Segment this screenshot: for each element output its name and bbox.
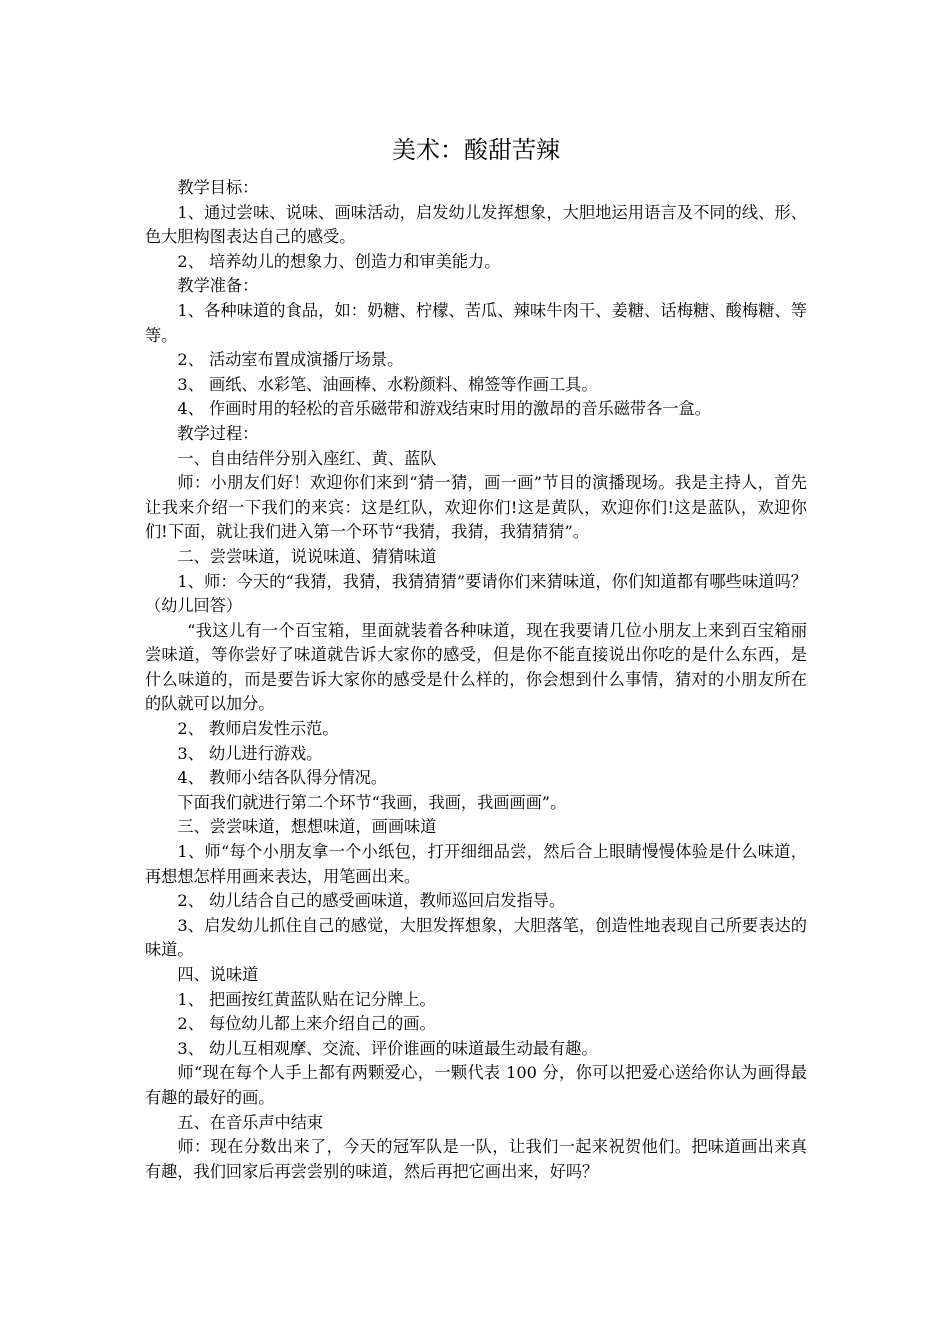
paragraph: 师“现在每个人手上都有两颗爱心，一颗代表 100 分，你可以把爱心送给你认为画得最有趣的最好的画。 xyxy=(145,1063,807,1107)
paragraph: 下面我们就进行第二个环节“我画，我画，我画画画”。 xyxy=(177,792,567,812)
paragraph: 2、 教师启发性示范。 xyxy=(177,719,339,739)
paragraph: 1、师：今天的“我猜，我猜，我猜猜猜”要请你们来猜味道，你们知道都有哪些味道吗？（幼儿回答） xyxy=(145,571,807,616)
paragraph: 2、 活动室布置成演播厅场景。 xyxy=(177,350,404,370)
paragraph: 3、启发幼儿抓住自己的感觉，大胆发挥想象，大胆落笔，创造性地表现自己所要表达的味道。 xyxy=(145,915,807,960)
document-page xyxy=(145,130,807,1184)
paragraph: 3、 幼儿进行游戏。 xyxy=(177,743,323,763)
paragraph: 三、尝尝味道，想想味道，画画味道 xyxy=(177,817,437,837)
paragraph: 教学目标： xyxy=(177,178,259,197)
paragraph: 四、说味道 xyxy=(177,965,259,984)
paragraph: 师：现在分数出来了，今天的冠军队是一队，让我们一起来祝贺他们。把味道画出来真有趣，我们回家后再尝尝别的味道，然后再把它画出来，好吗？ xyxy=(145,1137,807,1181)
paragraph: 师：小朋友们好！欢迎你们来到“猜一猜，画一画”节目的演播现场。我是主持人，首先让我来介绍一下我们的来宾：这是红队，欢迎你们!这是黄队，欢迎你们!这是蓝队，欢迎你们!下面，就让我们进入第一个环节“我猜，我猜，我猜猜猜”。 xyxy=(145,473,807,542)
paragraph: 4、 作画时用的轻松的音乐磁带和游戏结束时用的激昂的音乐磁带各一盒。 xyxy=(177,399,711,419)
paragraph: 3、 画纸、水彩笔、油画棒、水粉颜料、棉签等作画工具。 xyxy=(177,374,598,394)
paragraph: 1、各种味道的食品，如：奶糖、柠檬、苦瓜、辣味牛肉干、姜糖、话梅糖、酸梅糖、等等。 xyxy=(145,300,807,345)
document-body xyxy=(145,176,807,1184)
paragraph: “我这儿有一个百宝箱，里面就装着各种味道，现在我要请几位小朋友上来到百宝箱丽尝味道，等你尝好了味道就告诉大家你的感受，但是你不能直接说出你吃的是什么东西，是什么味道的，而是要告诉大家你的感受是什么样的，你会想到什么事情，猜对的小朋友所在的队就可以加分。 xyxy=(145,620,807,714)
paragraph: 2、 培养幼儿的想象力、创造力和审美能力。 xyxy=(177,251,501,271)
paragraph: 1、 把画按红黄蓝队贴在记分牌上。 xyxy=(177,989,436,1009)
paragraph: 3、 幼儿互相观摩、交流、评价谁画的味道最生动最有趣。 xyxy=(177,1038,598,1058)
document-title: 美术：酸甜苦辣 xyxy=(392,136,560,164)
paragraph: 五、在音乐声中结束 xyxy=(177,1112,324,1132)
paragraph: 教学过程： xyxy=(177,423,259,443)
paragraph: 1、通过尝味、说味、画味活动，启发幼儿发挥想象，大胆地运用语言及不同的线、形、色大胆构图表达自己的感受。 xyxy=(145,202,807,247)
paragraph: 1、师“每个小朋友拿一个小纸包，打开细细品尝，然后合上眼睛慢慢体验是什么味道，再想想怎样用画来表达，用笔画出来。 xyxy=(145,842,807,886)
paragraph: 教学准备： xyxy=(177,276,259,296)
paragraph: 2、 幼儿结合自己的感受画味道，教师巡回启发指导。 xyxy=(177,891,566,911)
paragraph: 2、 每位幼儿都上来介绍自己的画。 xyxy=(177,1014,436,1034)
paragraph: 一、自由结伴分别入座红、黄、蓝队 xyxy=(177,448,437,468)
paragraph: 二、尝尝味道，说说味道、猜猜味道 xyxy=(177,546,437,566)
paragraph: 4、 教师小结各队得分情况。 xyxy=(177,768,388,788)
